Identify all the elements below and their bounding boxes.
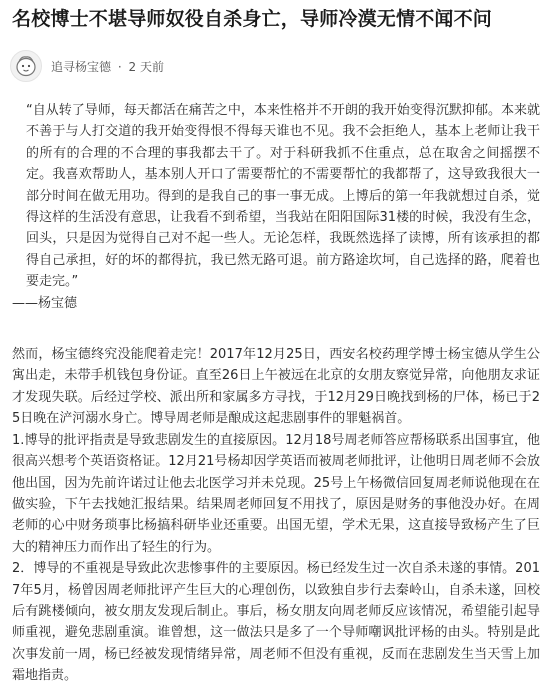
article-paragraph: 2．博导的不重视是导致此次悲惨事件的主要原因。杨已经发生过一次自杀未遂的事情。2017年5月，杨曾因周老师批评产生巨大的心理创伤，以致独自步行去秦岭山，自杀未遂，回校后有跳楼倾向，被女朋友发现后制止。事后，杨女朋友向周老师反应该情况，希望能引起导师重视，避免悲剧重演。谁曾想，这一做法只是多了一个导师嘲讽批评杨的由头。特别是此次事发前一周，杨已经被发现情绪异常，周老师不但没有重视，反而在悲剧发生当天雪上加霜地指责。 xyxy=(12,561,540,684)
article-paragraph: 然而，杨宝德终究没能爬着走完！2017年12月25日，西安名校药理学博士杨宝德从学生公寓出走，未带手机钱包身份证。直至26日上午被远在北京的女朋友察觉异常，向他朋友求证才发现失联。后经过学校、派出所和家属多方寻找，于12月29日晚找到杨的尸体，杨已于25日晚在浐河溺水身亡。博导周老师是酿成这起悲剧事件的罪魁祸首。 xyxy=(12,347,540,427)
article-paragraph: 1.博导的批评指责是导致悲剧发生的直接原因。12月18号周老师答应帮杨联系出国事宜，他很高兴想考个英语资格证。12月21号杨却因学英语而被周老师批评，让他明日周老师不会放他出国，因为先前许诺过让他去北医学习并未兑现。25号上午杨微信回复周老师说他现在在做实验，下午去找她汇报结果。结果周老师回复不用找了，原因是财务的事他没办好。在周老师的心中财务琐事比杨搞科研毕业还重要。出国无望，学术无果，这直接导致杨产生了巨大的精神压力而作出了轻生的行为。 xyxy=(12,432,540,555)
article-quote: “自从转了导师，每天都活在痛苦之中，本来性格并不开朗的我开始变得沉默抑郁。本来就不善于与人打交道的我开始变得恨不得每天谁也不见。我不会拒绝人，基本上老师让我干的所有的合理的不合理的事我都去干了。对于科研我抓不住重点，总在取舍之间摇摆不定。我喜欢帮助人，基本别人开口了需要帮忙的不需要帮忙的我都帮了，这导致我很大一部分时间在做无用功。得到的是我自己的事一事无成。上博后的第一年我就想过自杀，觉得这样的生活没有意思，让我看不到希望，当我站在阳阳国际31楼的时候，我没有生念，回头，只是因为觉得自己对不起一些人。无论怎样，我既然选择了读博，所有该承担的都得自己承担，好的坏的都得抗，我已然无路可退。前方路途坎坷，自己选择的路，爬着也要走完。” xyxy=(26,103,540,290)
post-time: 2 天前 xyxy=(128,59,164,74)
author-info xyxy=(10,48,164,84)
article-title: 名校博士不堪导师奴役自杀身亡，导师冷漠无情不闻不问 xyxy=(12,8,493,30)
author-avatar[interactable] xyxy=(10,50,42,82)
article-body xyxy=(12,100,540,687)
author-name[interactable]: 追寻杨宝德 xyxy=(51,59,112,74)
meta-separator: · xyxy=(117,59,122,74)
quote-signature: ——杨宝德 xyxy=(12,295,78,311)
cartoon-avatar-icon xyxy=(13,53,39,79)
author-meta xyxy=(51,58,164,75)
